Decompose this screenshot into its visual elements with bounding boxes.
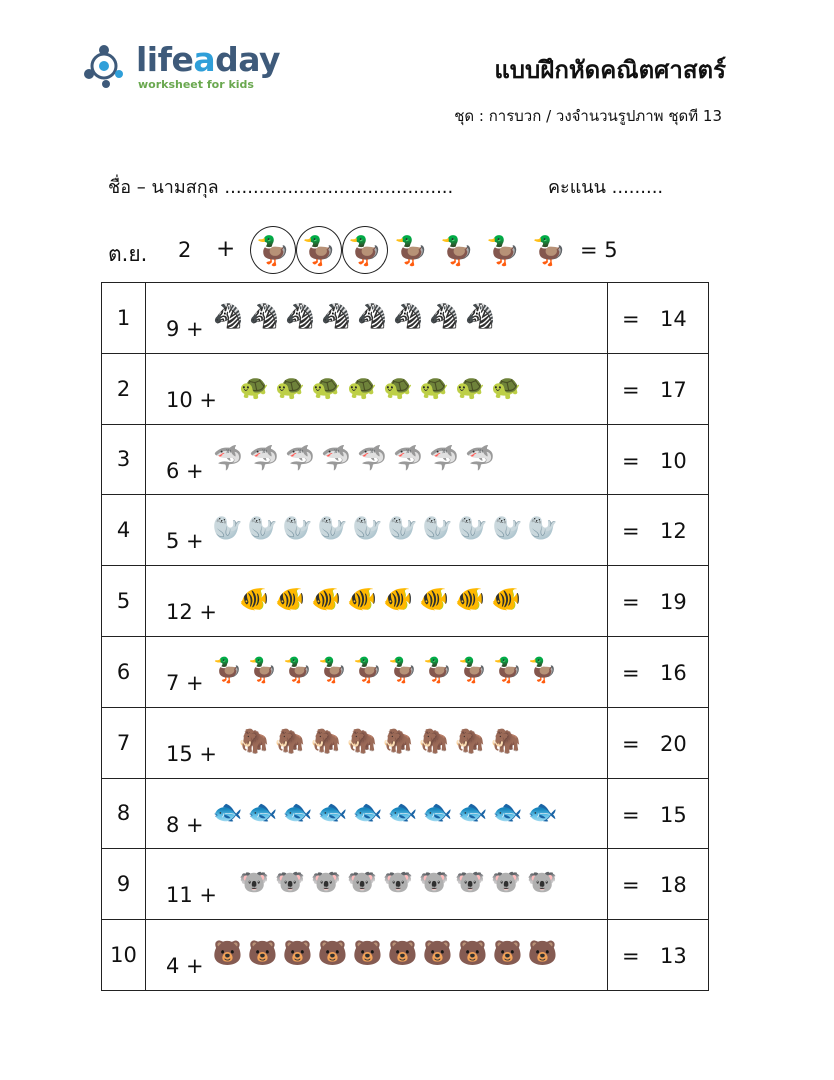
table-row — [102, 708, 709, 779]
result-number: 18 — [660, 873, 687, 898]
example-result: = 5 — [580, 238, 618, 262]
equals-sign: = — [622, 802, 640, 827]
bear-icon: 🐻 — [492, 939, 523, 968]
walrus-icon: 🦭 — [527, 514, 558, 543]
result-number: 14 — [660, 307, 687, 331]
result-number: 12 — [660, 519, 687, 544]
row-number: 7 — [102, 708, 146, 779]
equals-sign: = — [622, 873, 640, 898]
table-row — [102, 849, 709, 920]
example-plus-sign: + — [216, 236, 236, 262]
zebra-icon: 🦓 — [285, 302, 315, 330]
mammoth-icon: 🦣 — [347, 726, 377, 755]
goldfish-icon: 🐠 — [491, 585, 521, 614]
icon-group — [236, 372, 524, 402]
example-icon-group — [250, 224, 572, 276]
blue-fish-icon: 🐟 — [492, 797, 523, 826]
mammoth-icon: 🦣 — [455, 726, 485, 755]
problem-cell — [146, 425, 608, 496]
row-number: 3 — [102, 425, 146, 496]
koala-icon: 🐨 — [419, 868, 449, 897]
equals-sign: = — [622, 944, 640, 969]
zebra-icon: 🦓 — [357, 302, 387, 330]
blue-fish-icon: 🐟 — [282, 797, 313, 826]
logo-tagline: worksheet for kids — [138, 78, 254, 91]
zebra-icon: 🦓 — [213, 302, 243, 330]
duck-icon: 🦆 — [212, 655, 243, 684]
equals-sign: = — [622, 307, 640, 331]
start-number: 12 + — [166, 600, 217, 625]
goldfish-icon: 🐠 — [311, 585, 341, 614]
answer-cell — [608, 779, 709, 850]
koala-icon: 🐨 — [275, 868, 305, 897]
bear-icon: 🐻 — [352, 939, 383, 968]
icon-group — [236, 867, 560, 897]
shark-icon: 🦈 — [393, 443, 423, 472]
walrus-icon: 🦭 — [247, 514, 278, 543]
duck-icon: 🦆 — [531, 233, 567, 267]
result-number: 17 — [660, 377, 687, 402]
start-number: 10 + — [166, 387, 217, 412]
example-start-number: 2 — [178, 238, 192, 262]
name-field-line: ชื่อ – นามสกุล ........................................ — [108, 177, 454, 198]
walrus-icon: 🦭 — [387, 514, 418, 543]
koala-icon: 🐨 — [491, 868, 521, 897]
turtle-icon: 🐢 — [275, 372, 305, 401]
mammoth-icon: 🦣 — [419, 726, 449, 755]
duck-icon: 🦆 — [422, 655, 453, 684]
blue-fish-icon: 🐟 — [422, 797, 453, 826]
icon-group — [236, 726, 524, 756]
mammoth-icon: 🦣 — [311, 726, 341, 755]
table-row — [102, 283, 709, 354]
walrus-icon: 🦭 — [492, 514, 523, 543]
duck-icon: 🦆 — [439, 233, 475, 267]
bear-icon: 🐻 — [317, 939, 348, 968]
turtle-icon: 🐢 — [383, 372, 413, 401]
problem-cell — [146, 495, 608, 566]
icon-group — [210, 797, 560, 827]
table-row — [102, 495, 709, 566]
start-number: 5 + — [166, 529, 204, 554]
icon-group — [236, 584, 524, 614]
turtle-icon: 🐢 — [491, 372, 521, 401]
bear-icon: 🐻 — [387, 939, 418, 968]
problem-cell — [146, 637, 608, 708]
walrus-icon: 🦭 — [317, 514, 348, 543]
duck-icon: 🦆 — [527, 655, 558, 684]
zebra-icon: 🦓 — [429, 302, 459, 330]
zebra-icon: 🦓 — [321, 302, 351, 330]
addition-table — [101, 282, 709, 991]
worksheet-subtitle: ชุด : การบวก / วงจำนวนรูปภาพ ชุดที 13 — [454, 107, 722, 125]
answer-cell — [608, 637, 709, 708]
logo-wordmark: lifeaday — [136, 40, 281, 79]
duck-icon: 🦆 — [457, 655, 488, 684]
table-row — [102, 425, 709, 496]
answer-cell — [608, 566, 709, 637]
problem-cell — [146, 779, 608, 850]
zebra-icon: 🦓 — [393, 302, 423, 330]
koala-icon: 🐨 — [239, 868, 269, 897]
answer-cell — [608, 283, 709, 354]
result-number: 15 — [660, 802, 687, 827]
shark-icon: 🦈 — [357, 443, 387, 472]
result-number: 16 — [660, 660, 687, 685]
row-number: 1 — [102, 283, 146, 354]
answer-cell — [608, 354, 709, 425]
problem-cell — [146, 566, 608, 637]
table-row — [102, 779, 709, 850]
zebra-icon: 🦓 — [249, 302, 279, 330]
turtle-icon: 🐢 — [311, 372, 341, 401]
equals-sign: = — [622, 731, 640, 756]
icon-group — [210, 513, 560, 543]
turtle-icon: 🐢 — [239, 372, 269, 401]
koala-icon: 🐨 — [383, 868, 413, 897]
result-number: 13 — [660, 944, 687, 969]
problem-cell — [146, 849, 608, 920]
row-number: 5 — [102, 566, 146, 637]
mammoth-icon: 🦣 — [239, 726, 269, 755]
shark-icon: 🦈 — [429, 443, 459, 472]
duck-icon: 🦆 — [317, 655, 348, 684]
example-problem — [108, 224, 728, 280]
answer-cell — [608, 495, 709, 566]
goldfish-icon: 🐠 — [347, 585, 377, 614]
result-number: 20 — [660, 731, 687, 756]
start-number: 4 + — [166, 954, 204, 979]
duck-icon: 🦆 — [250, 226, 296, 274]
equals-sign: = — [622, 377, 640, 402]
answer-cell — [608, 425, 709, 496]
start-number: 9 + — [166, 317, 204, 341]
goldfish-icon: 🐠 — [383, 585, 413, 614]
bear-icon: 🐻 — [212, 939, 243, 968]
koala-icon: 🐨 — [527, 868, 557, 897]
row-number: 4 — [102, 495, 146, 566]
start-number: 11 + — [166, 883, 217, 908]
score-field-line: คะแนน ......... — [548, 177, 664, 198]
row-number: 8 — [102, 779, 146, 850]
icon-group — [210, 938, 560, 968]
goldfish-icon: 🐠 — [455, 585, 485, 614]
goldfish-icon: 🐠 — [275, 585, 305, 614]
example-label: ต.ย. — [108, 242, 148, 266]
koala-icon: 🐨 — [455, 868, 485, 897]
icon-group — [210, 443, 498, 473]
mammoth-icon: 🦣 — [383, 726, 413, 755]
row-number: 10 — [102, 920, 146, 991]
problem-cell — [146, 283, 608, 354]
equals-sign: = — [622, 448, 640, 473]
molecule-logo-icon — [82, 42, 132, 92]
problem-cell — [146, 708, 608, 779]
shark-icon: 🦈 — [249, 443, 279, 472]
turtle-icon: 🐢 — [419, 372, 449, 401]
duck-icon: 🦆 — [352, 655, 383, 684]
duck-icon: 🦆 — [296, 226, 342, 274]
result-number: 19 — [660, 590, 687, 615]
walrus-icon: 🦭 — [212, 514, 243, 543]
brand-logo — [82, 40, 282, 100]
icon-group — [210, 301, 498, 331]
turtle-icon: 🐢 — [455, 372, 485, 401]
result-number: 10 — [660, 448, 687, 473]
blue-fish-icon: 🐟 — [457, 797, 488, 826]
worksheet-title: แบบฝึกหัดคณิตศาสตร์ — [494, 56, 726, 84]
koala-icon: 🐨 — [347, 868, 377, 897]
blue-fish-icon: 🐟 — [527, 797, 558, 826]
blue-fish-icon: 🐟 — [317, 797, 348, 826]
equals-sign: = — [622, 590, 640, 615]
shark-icon: 🦈 — [321, 443, 351, 472]
problem-cell — [146, 354, 608, 425]
shark-icon: 🦈 — [213, 443, 243, 472]
walrus-icon: 🦭 — [282, 514, 313, 543]
goldfish-icon: 🐠 — [419, 585, 449, 614]
bear-icon: 🐻 — [247, 939, 278, 968]
bear-icon: 🐻 — [282, 939, 313, 968]
walrus-icon: 🦭 — [457, 514, 488, 543]
start-number: 6 + — [166, 458, 204, 483]
row-number: 9 — [102, 849, 146, 920]
table-row — [102, 354, 709, 425]
walrus-icon: 🦭 — [352, 514, 383, 543]
blue-fish-icon: 🐟 — [212, 797, 243, 826]
table-row — [102, 637, 709, 708]
start-number: 7 + — [166, 670, 204, 695]
shark-icon: 🦈 — [465, 443, 495, 472]
zebra-icon: 🦓 — [465, 302, 495, 330]
start-number: 8 + — [166, 812, 204, 837]
duck-icon: 🦆 — [393, 233, 429, 267]
equals-sign: = — [622, 660, 640, 685]
duck-icon: 🦆 — [485, 233, 521, 267]
bear-icon: 🐻 — [422, 939, 453, 968]
duck-icon: 🦆 — [342, 226, 388, 274]
bear-icon: 🐻 — [527, 939, 558, 968]
icon-group — [210, 655, 560, 685]
duck-icon: 🦆 — [282, 655, 313, 684]
answer-cell — [608, 920, 709, 991]
goldfish-icon: 🐠 — [239, 585, 269, 614]
blue-fish-icon: 🐟 — [352, 797, 383, 826]
row-number: 2 — [102, 354, 146, 425]
blue-fish-icon: 🐟 — [387, 797, 418, 826]
koala-icon: 🐨 — [311, 868, 341, 897]
bear-icon: 🐻 — [457, 939, 488, 968]
blue-fish-icon: 🐟 — [247, 797, 278, 826]
walrus-icon: 🦭 — [422, 514, 453, 543]
duck-icon: 🦆 — [247, 655, 278, 684]
turtle-icon: 🐢 — [347, 372, 377, 401]
table-row — [102, 920, 709, 991]
answer-cell — [608, 708, 709, 779]
answer-cell — [608, 849, 709, 920]
table-row — [102, 566, 709, 637]
row-number: 6 — [102, 637, 146, 708]
problem-cell — [146, 920, 608, 991]
mammoth-icon: 🦣 — [275, 726, 305, 755]
start-number: 15 + — [166, 741, 217, 766]
mammoth-icon: 🦣 — [491, 726, 521, 755]
duck-icon: 🦆 — [492, 655, 523, 684]
equals-sign: = — [622, 519, 640, 544]
duck-icon: 🦆 — [387, 655, 418, 684]
shark-icon: 🦈 — [285, 443, 315, 472]
